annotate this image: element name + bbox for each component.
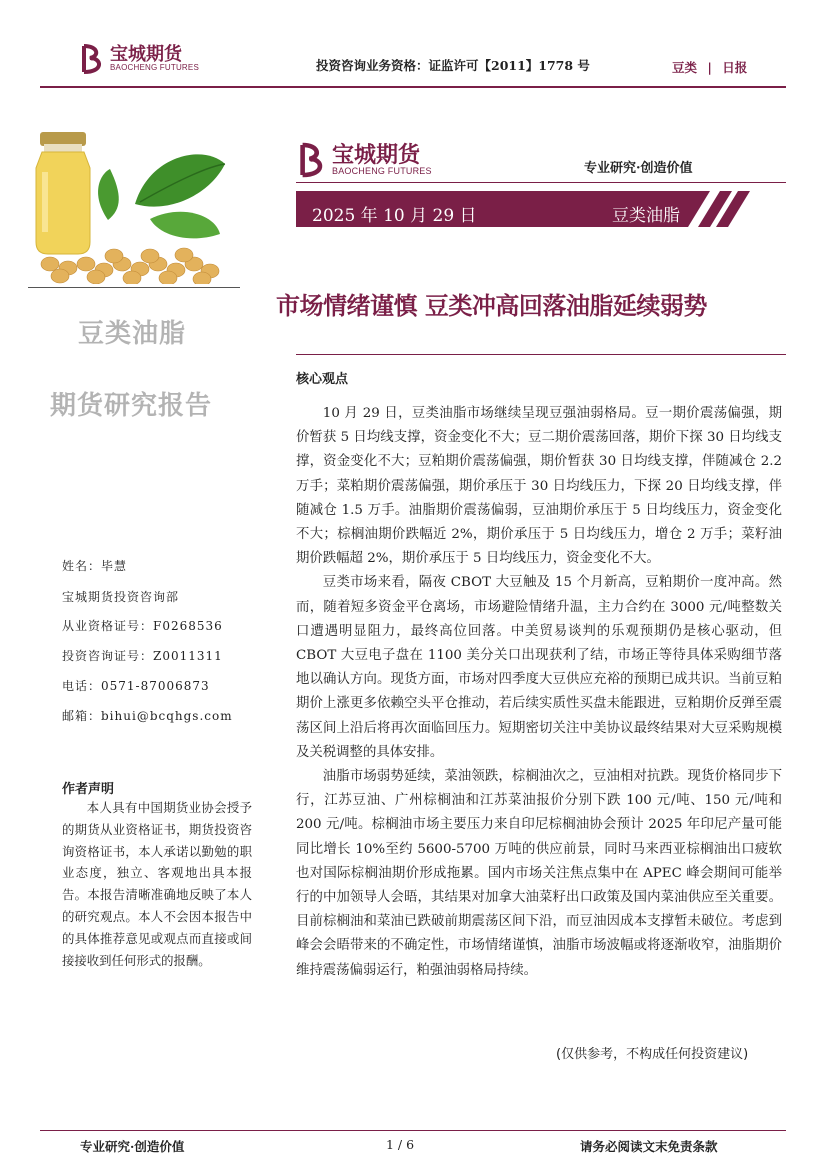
footer-notice[interactable]: 请务必阅读文末免责条款	[580, 1139, 718, 1154]
banner-logo-cn: 宝城期货	[332, 142, 421, 168]
sidebar-heading-report: 期货研究报告	[50, 391, 213, 421]
sidebar-heading-sector: 豆类油脂	[78, 319, 187, 349]
author-license: 从业资格证号：F0268536	[62, 619, 223, 633]
banner-sector: 豆类油脂	[612, 206, 680, 226]
sidebar-top-rule	[28, 287, 240, 288]
title-rule	[296, 354, 786, 355]
bc-logo-icon	[80, 44, 106, 74]
author-name: 姓名：毕慧	[62, 559, 128, 573]
tag-separator: |	[707, 60, 712, 75]
report-date: 2025 年 10 月 29 日	[312, 206, 477, 226]
page-title: 市场情绪谨慎 豆类冲高回落油脂延续弱势	[276, 292, 707, 320]
banner-top-rule	[296, 182, 786, 183]
report-tag	[672, 58, 747, 76]
author-phone: 电话：0571-87006873	[62, 679, 210, 693]
body-paragraph: 豆类市场来看，隔夜 CBOT 大豆触及 15 个月新高，豆粕期价一度冲高。然而，随着短多资金平仓离场，市场避险情绪升温，主力合约在 3000 元/吨整数关口遭遇明显阻力，最终高位回落。中美贸易谈判的乐观预期仍是核心驱动，但 CBOT 大豆电子盘在 1100 美分关口出现获利了结，市场正等待具体采购细节落地以确认方向。现货方面，市场对四季度大豆供应充裕的预期已成共识。当前豆粕期价上涨更多依赖空头平仓推动，若后续实质性买盘未能跟进，豆粕期价反弹至震荡区间上沿后将再次面临回压力。短期密切关注中美协议最终结果对大豆采购规模及关税调整的具体安排。	[296, 575, 782, 760]
body-paragraph: 10 月 29 日，豆类油脂市场继续呈现豆强油弱格局。豆一期价震荡偏强，期价暂获 5 日均线支撑，资金变化不大；豆二期价震荡回落，期价下探 30 日均线支撑，资金变化不大；豆粕期价震荡偏强，期价暂获 30 日均线支撑，伴随减仓 2.2 万手；菜粕期价震荡偏强，期价承压于 30 日均线压力，下探 20 日均线支撑，伴随减仓 1.5 万手。油脂期价震荡偏弱，豆油期价承压于 5 日均线压力，资金变化不大；棕榈油期价跌幅近 2%，期价承压于 5 日均线压力，增仓 2 万手；菜籽油期价跌幅超 2%，期价承压于 5 日均线压力，资金变化不大。	[296, 406, 782, 567]
qualification-text: 投资咨询业务资格：证监许可【2011】1778 号	[316, 58, 590, 73]
banner-slogan: 专业研究·创造价值	[584, 161, 693, 176]
category-label: 豆类	[672, 60, 698, 75]
banner-logo	[298, 142, 432, 178]
author-department: 宝城期货投资咨询部	[62, 590, 180, 604]
report-type-label: 日报	[722, 60, 748, 75]
author-advisor-license: 投资咨询证号：Z0011311	[62, 649, 223, 663]
declaration-title: 作者声明	[62, 782, 115, 797]
core-view-title: 核心观点	[296, 372, 349, 387]
declaration-body: 本人具有中国期货业协会授予的期货从业资格证书，期货投资咨询资格证书，本人承诺以勤勉的职业态度，独立、客观地出具本报告。本报告清晰准确地反映了本人的研究观点。本人不会因本报告中的具体推荐意见或观点而直接或间接接收到任何形式的报酬。	[62, 800, 252, 968]
footer-slogan: 专业研究·创造价值	[80, 1139, 185, 1154]
body-paragraph: 油脂市场弱势延续，菜油领跌，棕榈油次之，豆油相对抗跌。现货价格同步下行，江苏豆油、广州棕榈油和江苏菜油报价分别下跌 100 元/吨、150 元/吨和 200 元/吨。棕榈油市场主要压力来自印尼棕榈油协会预计 2025 年印尼产量可能同比增长 10%至约 5600-5700 万吨的供应前景，同时马来西亚棕榈油出口疲软也对国际棕榈油期价形成拖累。国内市场关注焦点集中在 APEC 峰会期间可能举行的中加领导人会晤，其结果对加拿大油菜籽出口政策及国内菜油供应至关重要。目前棕榈油和菜油已跌破前期震荡区间下沿，而豆油因成本支撑暂未破位。考虑到峰会会晤带来的不确定性，市场情绪谨慎，油脂市场波幅或将逐渐收窄，油脂期价维持震荡偏弱运行，粕强油弱格局持续。	[296, 769, 782, 978]
author-email[interactable]: 邮箱：bihui@bcqhgs.com	[62, 709, 233, 723]
footer-rule	[40, 1130, 786, 1131]
header-logo	[80, 44, 199, 74]
soybean-oil-illustration	[30, 124, 230, 284]
report-body	[296, 402, 782, 983]
investment-disclaimer: (仅供参考，不构成任何投资建议)	[556, 1047, 749, 1062]
bc-logo-icon	[298, 142, 328, 178]
header-rule	[40, 86, 786, 88]
logo-en: BAOCHENG FUTURES	[110, 63, 199, 72]
logo-cn: 宝城期货	[110, 44, 182, 65]
banner-logo-en: BAOCHENG FUTURES	[332, 165, 432, 176]
page-number: 1 / 6	[386, 1137, 415, 1152]
